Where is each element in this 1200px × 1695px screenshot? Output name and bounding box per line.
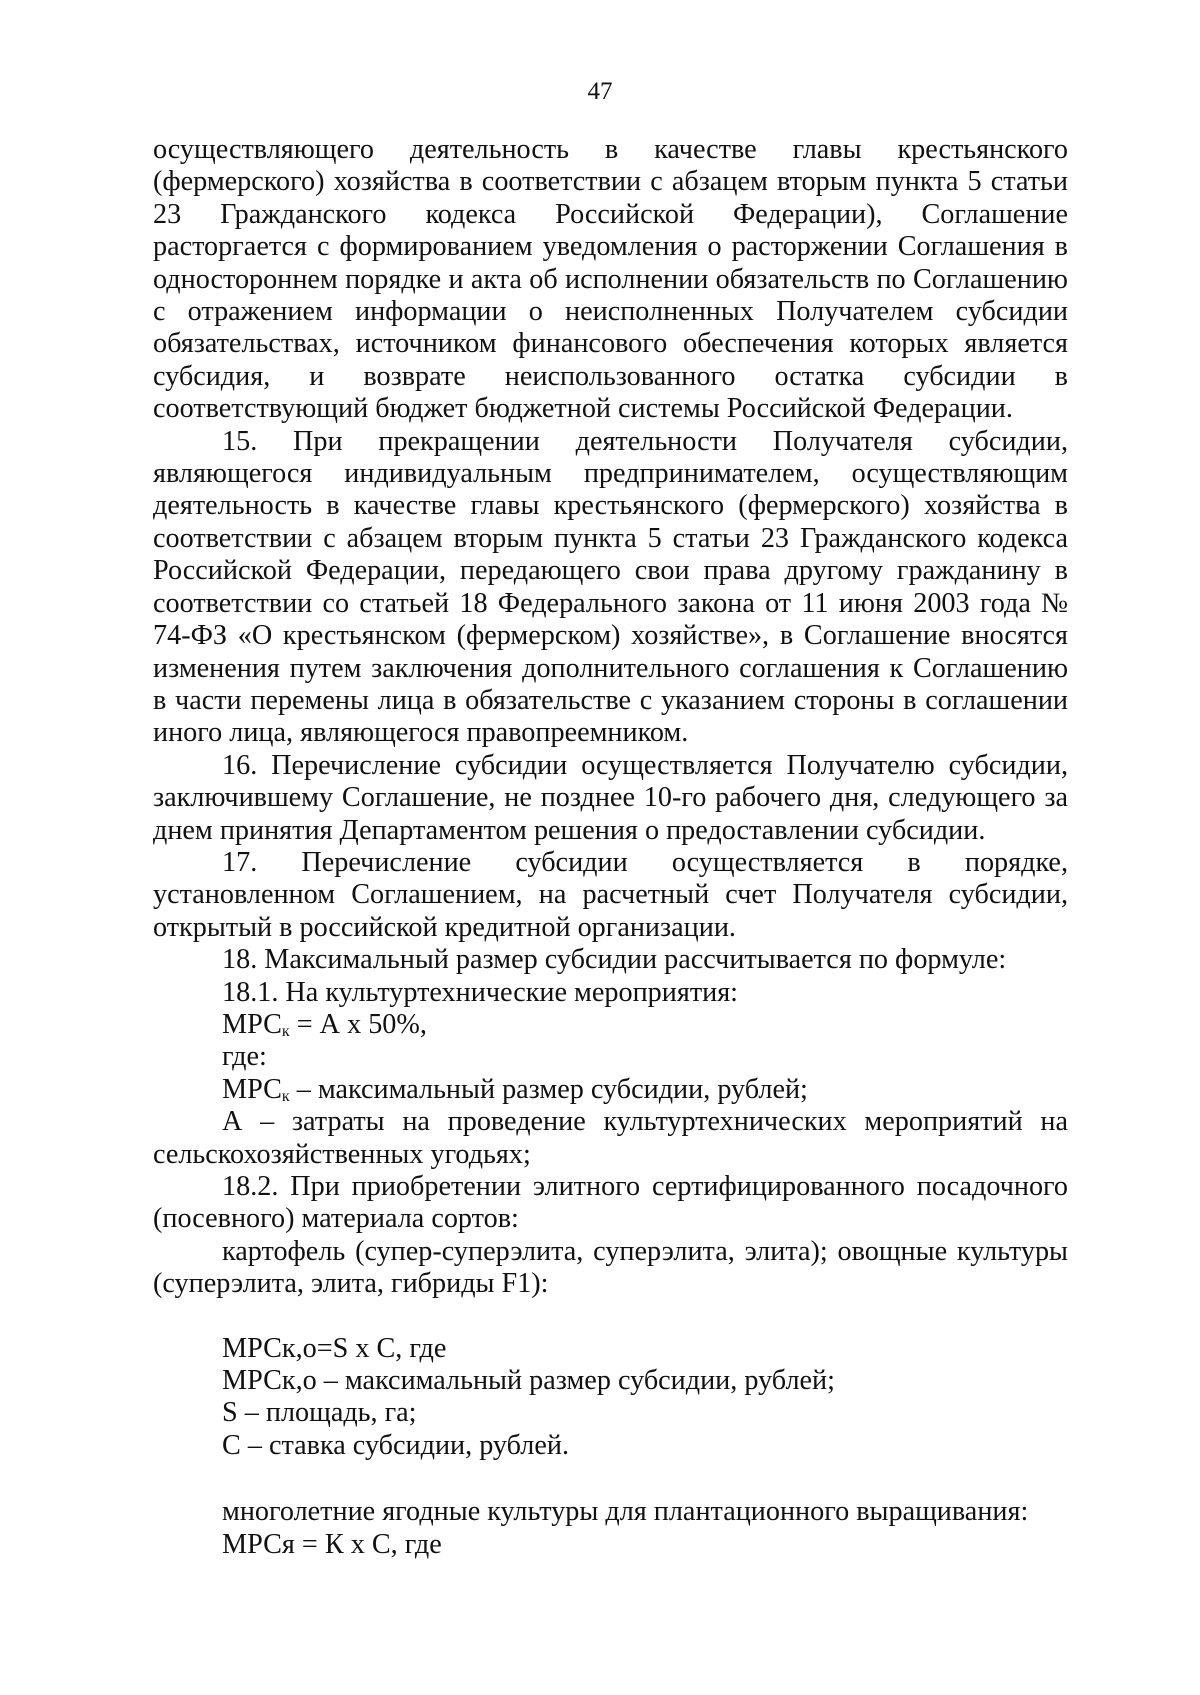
page-number: 47 (587, 78, 613, 105)
paragraph-18-1: 18.1. На культуртехнические мероприятия: (222, 976, 739, 1008)
definition-a: А – затраты на проведение культуртехнических мероприятий на сельскохозяйственных угодьях; (153, 1106, 1068, 1170)
formula-mrs-k: $МРС_к = А$ х 50%, (222, 1008, 427, 1040)
document-body (153, 134, 1068, 1561)
formula-mrs-ko: МРСк,о=S х С, где (222, 1332, 447, 1364)
paragraph-15: 15. При прекращении деятельности Получателя субсидии, являющегося индивидуальным предпринимателем, осуществляющим деятельность в качестве главы крестьянского (фермерского) хозяйства в соответствии с абзацем вторым пункта 5 статьи 23 Гражданского кодекса Российской Федерации, передающего свои права другому гражданину в соответствии со статьей 18 Федерального закона от 11 июня 2003 года № 74-ФЗ «О крестьянском (фермерском) хозяйстве», в Соглашение вносятся изменения путем заключения дополнительного соглашения к Соглашению в части перемены лица в обязательстве с указанием стороны в соглашении иного лица, являющегося правопреемником. (153, 425, 1068, 749)
paragraph-18: 18. Максимальный размер субсидии рассчитывается по формуле: (222, 944, 1007, 976)
where-label: где: (222, 1041, 267, 1073)
paragraph-potato: картофель (супер-суперэлита, суперэлита, элита); овощные культуры (суперэлита, элита, гибриды F1): (153, 1235, 1068, 1300)
definition-s: S – площадь, га; (222, 1397, 417, 1429)
spacer (153, 1301, 1068, 1333)
spacer (153, 1462, 1068, 1496)
definition-mrs-k: $МРС_к$ – максимальный размер субсидии, рублей; (222, 1073, 808, 1105)
formula-mrs-ya: МРСя = К х С, где (222, 1528, 442, 1560)
paragraph-17: 17. Перечисление субсидии осуществляется в порядке, установленном Соглашением, на расчетный счет Получателя субсидии, открытый в российской кредитной организации. (153, 846, 1068, 943)
paragraph-18-2: 18.2. При приобретении элитного сертифицированного посадочного (посевного) материала сортов: (153, 1171, 1068, 1235)
paragraph-14-continuation: осуществляющего деятельность в качестве главы крестьянского (фермерского) хозяйства в соответствии с абзацем вторым пункта 5 статьи 23 Гражданского кодекса Российской Федерации), Соглашение расторгается с формированием уведомления о расторжении Соглашения в одностороннем порядке и акта об исполнении обязательств по Соглашению с отражением информации о неисполненных Получателем субсидии обязательствах, источником финансового обеспечения которых является субсидия, и возврате неиспользованного остатка субсидии в соответствующий бюджет бюджетной системы Российской Федерации. (153, 134, 1068, 425)
paragraph-16: 16. Перечисление субсидии осуществляется Получателю субсидии, заключившему Соглашение, не позднее 10-го рабочего дня, следующего за днем принятия Департаментом решения о предоставлении субсидии. (153, 749, 1068, 846)
definition-mrs-ko: МРСк,о – максимальный размер субсидии, рублей; (222, 1365, 835, 1397)
definition-c: С – ставка субсидии, рублей. (222, 1429, 570, 1461)
paragraph-berries: многолетние ягодные культуры для плантационного выращивания: (222, 1496, 1029, 1528)
